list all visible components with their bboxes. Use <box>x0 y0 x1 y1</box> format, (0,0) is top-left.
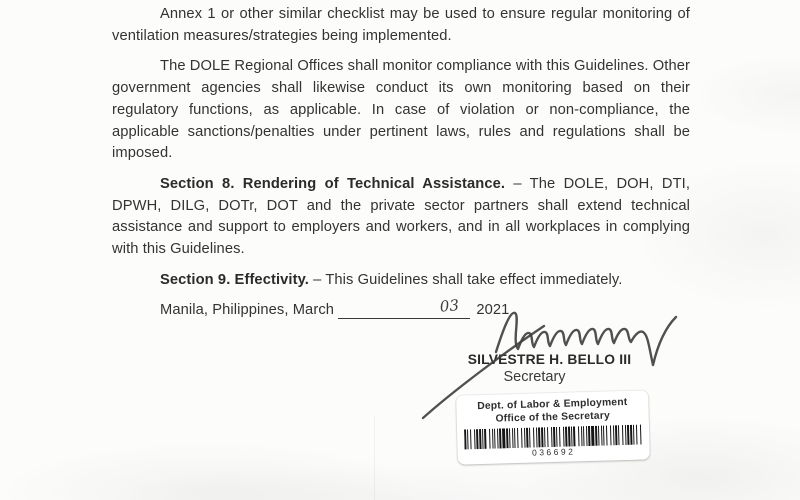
stamp-office-line: Office of the Secretary <box>495 409 611 425</box>
paragraph-section-8 <box>112 174 690 261</box>
paragraph-section-9 <box>112 270 690 292</box>
receiving-stamp-sticker <box>456 390 650 464</box>
scan-artifact-line <box>374 415 375 500</box>
signatory-title: Secretary <box>503 369 566 385</box>
dateline-place: Manila, Philippines, March <box>160 302 335 319</box>
paragraph-text: – The DOLE, DOH, DTI, DPWH, DILG, DOTr, DOT and the private sector partners shall extend technical assistance and support to employers and workers, and in all workplaces in complying with this Guidelines. <box>112 175 691 258</box>
document-body <box>112 4 690 331</box>
stamp-number: 036692 <box>531 446 576 458</box>
stamp-department-line: Dept. of Labor & Employment <box>477 396 628 413</box>
paragraph-text: The DOLE Regional Offices shall monitor compliance with this Guidelines. Other government agencies shall likewise conduct its own monitoring based on their regulatory functions, as applicable. In case of violation or non-compliance, the applicable sanctions/penalties under pertinent laws, rules and regulations shall be imposed. <box>112 58 690 162</box>
section-9-heading: Section 9. Effectivity. <box>160 271 309 288</box>
paragraph-annex <box>112 4 690 47</box>
section-8-heading: Section 8. Rendering of Technical Assistance. <box>160 175 506 192</box>
dateline-year: 2021 <box>476 302 510 319</box>
paragraph-monitoring <box>112 56 690 165</box>
signatory-name: SILVESTRE H. BELLO III <box>467 352 632 367</box>
paragraph-text: – This Guidelines shall take effect immediately. <box>313 271 623 288</box>
handwritten-day: 03 <box>439 296 460 317</box>
paragraph-text: Annex 1 or other similar checklist may be used to ensure regular monitoring of ventilation measures/strategies being implemented. <box>112 6 690 44</box>
